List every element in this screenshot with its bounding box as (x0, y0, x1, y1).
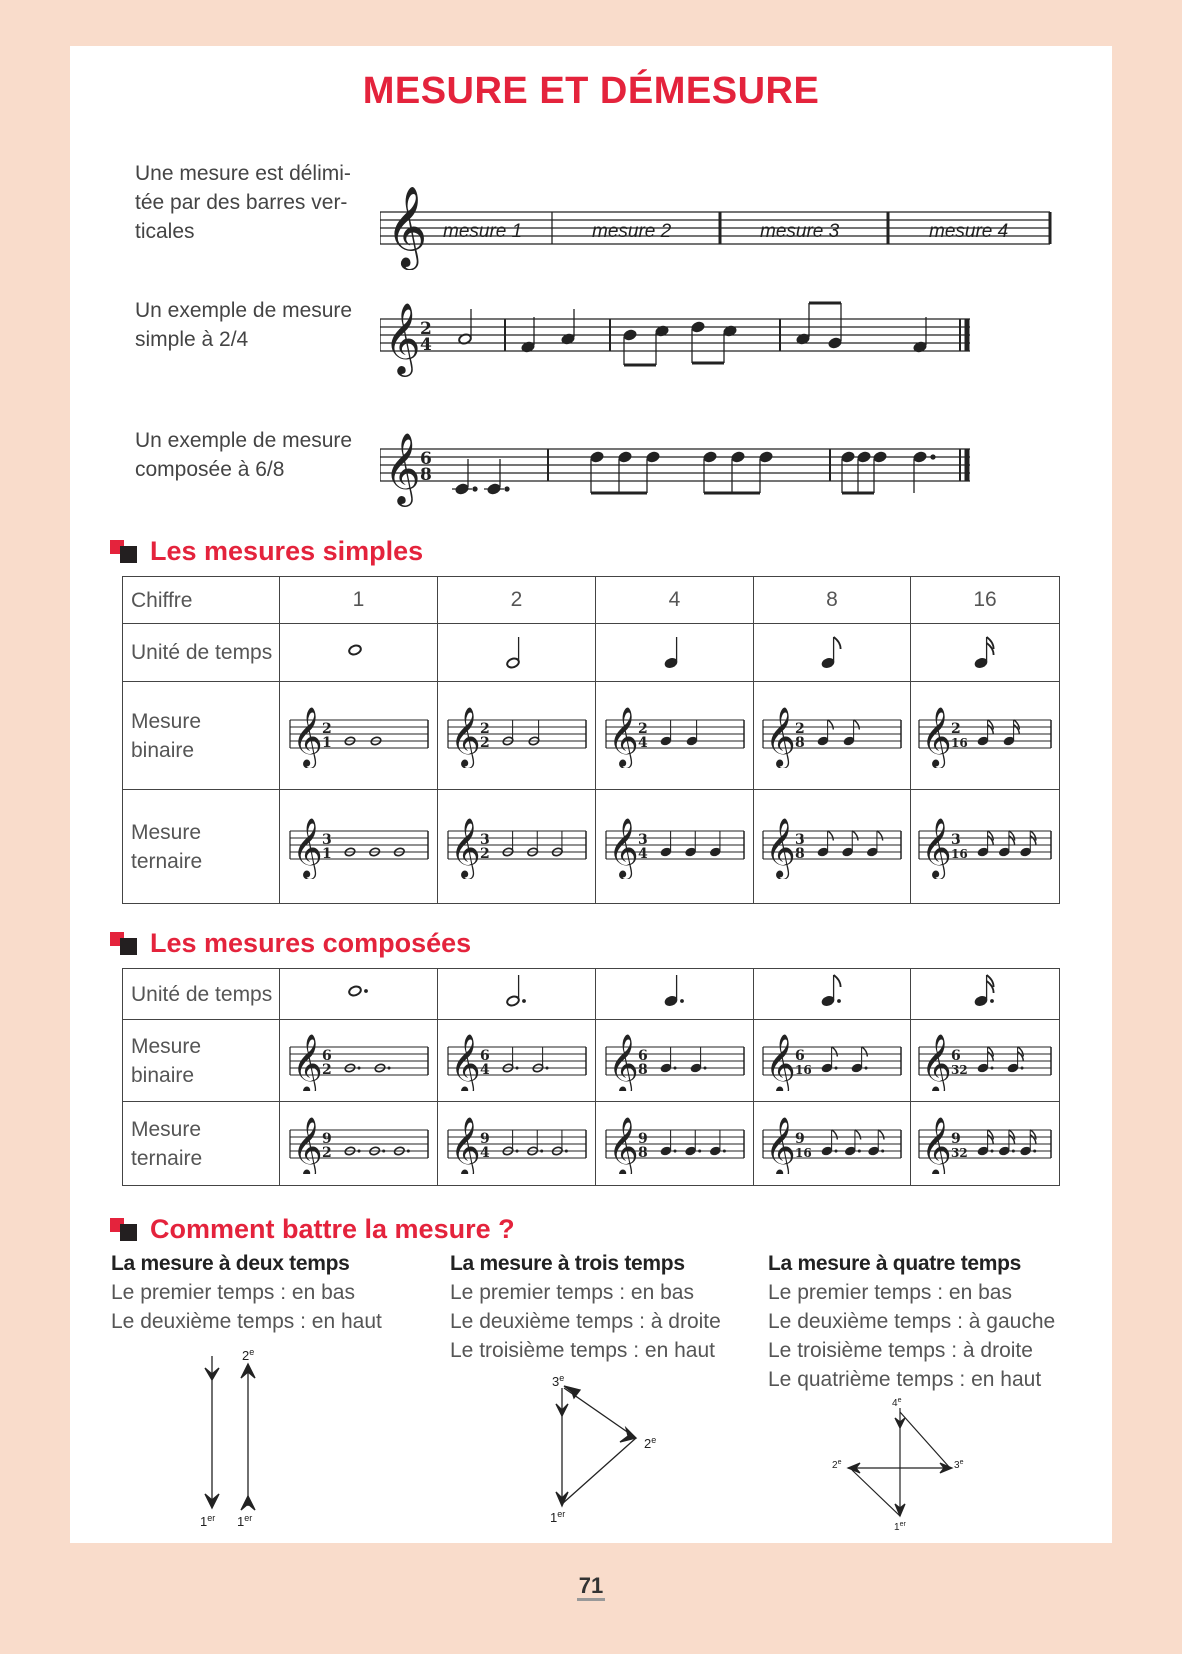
beat-line: Le deuxième temps : en haut (111, 1310, 382, 1333)
arrow-icon (564, 1386, 580, 1398)
time-signature-bottom: 16 (951, 735, 968, 750)
mini-staff (759, 1025, 905, 1091)
staff-cell (280, 790, 438, 904)
time-signature-top: 6 (637, 1047, 648, 1064)
time-signature-top: 6 (321, 1047, 332, 1064)
staff-cell (596, 1020, 754, 1102)
staff-cell (754, 1020, 911, 1102)
measure-label: mesure 1 (443, 221, 523, 242)
unit-cell (280, 624, 438, 682)
quarter-note (684, 830, 696, 856)
label-line: Mesure (131, 1034, 202, 1058)
time-signature-top: 9 (479, 1130, 490, 1147)
note-icon (955, 625, 1015, 675)
page-title: MESURE ET DÉMESURE (362, 70, 820, 112)
text-line: Un exemple de mesure (135, 429, 353, 452)
treble-clef-icon: 𝄞 (765, 817, 796, 878)
mini-staff (602, 1108, 748, 1174)
treble-clef-icon: 𝄞 (921, 1033, 952, 1091)
half-note (502, 830, 514, 856)
staff-simple-2-4 (380, 281, 1020, 401)
mini-staff (444, 1108, 590, 1174)
mini-staff (602, 1025, 748, 1091)
staff-cell (911, 1102, 1060, 1186)
row-label-chiffre: Chiffre (123, 577, 280, 624)
beat-label: 2e (644, 1435, 657, 1451)
treble-clef-icon: 𝄞 (921, 1116, 952, 1174)
mini-staff (444, 698, 590, 768)
page-number (0, 1573, 1182, 1599)
note-icon (645, 625, 705, 675)
simple-example-text (135, 296, 352, 354)
staff-cell (596, 1102, 754, 1186)
half-note (502, 719, 514, 745)
time-signature-bottom: 32 (951, 1145, 968, 1160)
treble-clef-icon: 𝄞 (607, 817, 639, 878)
time-signature-bottom: 1 (321, 734, 332, 751)
three-beat-diagram (540, 1376, 690, 1526)
time-signature-top: 6 (951, 1047, 961, 1064)
note-icon (329, 625, 389, 675)
unit-cell (754, 624, 911, 682)
measure-label: mesure 2 (592, 221, 672, 242)
eighth-note (821, 975, 841, 1007)
beat-line: Le deuxième temps : à gauche (768, 1310, 1056, 1333)
time-signature-top: 3 (795, 831, 805, 848)
staff-cell (911, 790, 1060, 904)
beat-line: Le troisième temps : en haut (450, 1339, 715, 1362)
time-signature-bottom: 8 (637, 1061, 648, 1078)
beat-label: 3e (552, 1376, 565, 1389)
quarter-note (709, 1129, 725, 1155)
eighth-note (817, 830, 833, 856)
time-signature-bottom: 1 (321, 845, 332, 862)
chiffre-cell: 4 (596, 577, 754, 624)
beat-label: 1er (237, 1513, 253, 1526)
mini-staff (286, 809, 432, 879)
treble-clef-icon: 𝄞 (607, 706, 639, 767)
eighth-note (842, 830, 858, 856)
half-note (505, 637, 519, 669)
chiffre-cell: 8 (754, 577, 911, 624)
treble-clef-icon: 𝄞 (607, 1116, 639, 1174)
time-signature-top: 2 (951, 720, 961, 737)
note-icon (645, 969, 705, 1013)
eighth-note (867, 830, 883, 856)
label-line: ternaire (131, 1146, 203, 1170)
section-title: Les mesures simples (150, 536, 424, 566)
eighth-note (845, 1129, 861, 1155)
section-heading-beat (110, 1214, 515, 1245)
sixteenth-note (999, 1129, 1015, 1155)
row-label-ternaire (123, 1102, 280, 1186)
text-line: simple à 2/4 (135, 328, 249, 351)
quarter-note (684, 1129, 700, 1155)
mini-staff (759, 698, 905, 768)
staff-cell (438, 1102, 596, 1186)
time-signature-top: 2 (321, 720, 332, 737)
quarter-note (686, 719, 698, 745)
time-signature-top: 6 (479, 1047, 490, 1064)
sixteenth-note (1007, 1046, 1023, 1072)
staff-cell (438, 790, 596, 904)
time-signature-bottom: 2 (321, 1144, 332, 1161)
sixteenth-note (977, 719, 993, 745)
sixteenth-note (977, 1046, 993, 1072)
time-signature: 6 (420, 449, 432, 469)
staff-cell (754, 790, 911, 904)
time-signature-bottom: 4 (637, 734, 648, 751)
eighth-note (843, 719, 859, 745)
note-icon (802, 625, 862, 675)
half-note (551, 1129, 567, 1155)
time-signature-top: 3 (321, 831, 332, 848)
sixteenth-note (1003, 719, 1019, 745)
note-icon (802, 969, 862, 1013)
mini-staff (286, 698, 432, 768)
bars-explanation (135, 159, 351, 246)
half-note (502, 1129, 518, 1155)
beat-label: 2e (832, 1459, 842, 1471)
mini-staff (915, 809, 1055, 879)
time-signature-bottom: 32 (951, 1062, 968, 1077)
note-icon (955, 969, 1015, 1013)
quarter-note (709, 830, 721, 856)
note-icon (487, 969, 547, 1013)
label-line: binaire (131, 1063, 195, 1087)
half-note (526, 1129, 542, 1155)
treble-clef-icon: 𝄞 (291, 1116, 323, 1174)
sixteenth-note (977, 830, 993, 856)
time-signature-bottom: 4 (637, 845, 648, 862)
beat-label: 1er (894, 1521, 906, 1533)
beat-line: Le premier temps : en bas (111, 1281, 355, 1304)
quarter-note (660, 1046, 676, 1072)
staff-cell (911, 1020, 1060, 1102)
staff-cell (911, 682, 1060, 790)
time-signature-bottom: 2 (479, 845, 490, 862)
treble-clef-icon: 𝄞 (291, 706, 323, 767)
staff-cell (438, 682, 596, 790)
whole-note (347, 644, 361, 656)
row-label-unite: Unité de temps (123, 624, 280, 682)
staff-cell (596, 790, 754, 904)
label-line: ternaire (131, 849, 203, 873)
treble-clef-icon: 𝄞 (449, 1116, 481, 1174)
compound-measures-table (122, 968, 1060, 1186)
unit-cell (596, 624, 754, 682)
time-signature-bottom: 8 (637, 1144, 648, 1161)
sixteenth-note (974, 975, 994, 1007)
time-signature: 8 (420, 465, 432, 485)
treble-clef-icon: 𝄞 (765, 1033, 796, 1091)
time-signature-bottom: 8 (795, 845, 805, 862)
text-line: tée par des barres ver- (135, 191, 348, 214)
treble-clef-icon: 𝄞 (291, 1033, 323, 1091)
label-line: Mesure (131, 820, 202, 844)
half-note (532, 1046, 548, 1072)
staff-cell (438, 1020, 596, 1102)
quarter-note (690, 1046, 706, 1072)
mini-staff (915, 1108, 1055, 1174)
sixteenth-note (999, 830, 1015, 856)
mini-staff (602, 698, 748, 768)
page (70, 46, 1112, 1543)
staff-compound-6-8 (380, 411, 1020, 531)
row-label-binaire (123, 1020, 280, 1102)
beat-four (768, 1249, 1055, 1394)
time-signature-top: 2 (795, 720, 805, 737)
beat-heading: La mesure à deux temps (111, 1252, 350, 1275)
staff-cell (596, 682, 754, 790)
four-beat-diagram (830, 1396, 980, 1536)
time-signature-bottom: 4 (479, 1144, 490, 1161)
unit-cell (438, 624, 596, 682)
staff-cell (280, 682, 438, 790)
treble-clef-icon: 𝄞 (765, 1116, 796, 1174)
sixteenth-note (1020, 830, 1036, 856)
treble-clef-icon: 𝄞 (386, 185, 428, 267)
chiffre-cell: 16 (911, 577, 1060, 624)
time-signature-top: 9 (637, 1130, 648, 1147)
staff-cell (280, 1020, 438, 1102)
section-title: Les mesures composées (150, 928, 472, 958)
eighth-note (868, 1129, 884, 1155)
section-heading-compound (110, 928, 471, 959)
bullet-icon (110, 540, 140, 564)
eighth-note (851, 1046, 867, 1072)
beat-line: Le troisième temps : à droite (768, 1339, 1033, 1362)
beat-line: Le premier temps : en bas (450, 1281, 694, 1304)
unit-cell (596, 969, 754, 1020)
eighth-note (821, 1046, 837, 1072)
section-heading-simple (110, 536, 423, 567)
whole-note (347, 985, 367, 997)
mini-staff (444, 1025, 590, 1091)
beat-heading: La mesure à trois temps (450, 1252, 685, 1275)
text-line: Une mesure est délimi- (135, 162, 351, 185)
half-note (551, 830, 563, 856)
treble-clef-icon: 𝄞 (921, 706, 952, 767)
treble-clef-icon: 𝄞 (921, 817, 952, 878)
bullet-icon (110, 1218, 140, 1242)
staff-cell (754, 1102, 911, 1186)
quarter-note (660, 830, 672, 856)
beat-label: 4e (892, 1397, 902, 1409)
beat-line: Le quatrième temps : en haut (768, 1368, 1042, 1391)
text-line: ticales (135, 220, 195, 243)
row-label-binaire (123, 682, 280, 790)
sixteenth-note (977, 1129, 993, 1155)
sixteenth-note (974, 637, 994, 669)
eighth-note (821, 1129, 837, 1155)
mini-staff (915, 1025, 1055, 1091)
quarter-note (660, 719, 672, 745)
beat-label: 3e (954, 1459, 964, 1471)
treble-clef-icon: 𝄞 (384, 301, 421, 374)
bullet-icon (110, 932, 140, 956)
text-line: composée à 6/8 (135, 458, 285, 481)
beat-three (450, 1249, 721, 1365)
quarter-note (663, 637, 677, 669)
time-signature-top: 9 (951, 1130, 961, 1147)
time-signature-top: 9 (795, 1130, 805, 1147)
row-label-ternaire (123, 790, 280, 904)
section-title: Comment battre la mesure ? (150, 1214, 515, 1244)
sixteenth-note (1020, 1129, 1036, 1155)
time-signature-top: 2 (479, 720, 490, 737)
staff-measures (380, 150, 1080, 270)
beat-two (111, 1249, 382, 1336)
label-line: binaire (131, 738, 195, 762)
treble-clef-icon: 𝄞 (449, 817, 481, 878)
mini-staff (286, 1025, 432, 1091)
treble-clef-icon: 𝄞 (449, 706, 481, 767)
time-signature-top: 9 (321, 1130, 332, 1147)
simple-measures-table (122, 576, 1060, 904)
row-label-unite: Unité de temps (123, 969, 280, 1020)
mini-staff (602, 809, 748, 879)
beat-line: Le deuxième temps : à droite (450, 1310, 721, 1333)
staff-cell (280, 1102, 438, 1186)
mini-staff (759, 1108, 905, 1174)
time-signature-bottom: 4 (479, 1061, 490, 1078)
treble-clef-icon: 𝄞 (607, 1033, 639, 1091)
beat-label: 2e (242, 1347, 255, 1363)
time-signature-top: 3 (637, 831, 648, 848)
unit-cell (911, 624, 1060, 682)
measure-label: mesure 4 (929, 221, 1009, 242)
beat-label: 1er (550, 1509, 566, 1525)
treble-clef-icon: 𝄞 (449, 1033, 481, 1091)
label-line: Mesure (131, 1117, 202, 1141)
treble-clef-icon: 𝄞 (384, 431, 421, 504)
arrow-icon (241, 1496, 255, 1510)
beat-line: Le premier temps : en bas (768, 1281, 1012, 1304)
beat-heading: La mesure à quatre temps (768, 1252, 1022, 1275)
time-signature-bottom: 8 (795, 734, 805, 751)
time-signature-top: 3 (479, 831, 490, 848)
note-icon (329, 969, 389, 1013)
two-beat-diagram (180, 1346, 300, 1526)
mini-staff (915, 698, 1055, 768)
unit-cell (280, 969, 438, 1020)
time-signature-bottom: 16 (951, 846, 968, 861)
mini-staff (286, 1108, 432, 1174)
time-signature-bottom: 16 (795, 1145, 812, 1160)
note-icon (487, 625, 547, 675)
chiffre-cell: 2 (438, 577, 596, 624)
time-signature-top: 6 (795, 1047, 805, 1064)
unit-cell (911, 969, 1060, 1020)
mini-staff (759, 809, 905, 879)
time-signature-top: 3 (951, 831, 961, 848)
mini-staff (444, 809, 590, 879)
half-note (526, 830, 538, 856)
compound-example-text (135, 426, 352, 484)
half-note (505, 975, 525, 1007)
eighth-note (821, 637, 841, 669)
half-note (502, 1046, 518, 1072)
chiffre-cell: 1 (280, 577, 438, 624)
treble-clef-icon: 𝄞 (765, 706, 796, 767)
text-line: Un exemple de mesure (135, 299, 353, 322)
half-note (528, 719, 540, 745)
eighth-note (817, 719, 833, 745)
time-signature-bottom: 16 (795, 1062, 812, 1077)
measure-label: mesure 3 (760, 221, 840, 242)
time-signature-bottom: 2 (479, 734, 490, 751)
quarter-note (660, 1129, 676, 1155)
time-signature: 4 (420, 335, 432, 355)
time-signature-bottom: 2 (321, 1061, 332, 1078)
page-number-text: 71 (577, 1573, 605, 1601)
unit-cell (754, 969, 911, 1020)
time-signature-top: 2 (637, 720, 648, 737)
beat-label: 1er (200, 1513, 216, 1526)
quarter-note (663, 975, 683, 1007)
label-line: Mesure (131, 709, 202, 733)
treble-clef-icon: 𝄞 (291, 817, 323, 878)
unit-cell (438, 969, 596, 1020)
time-signature: 2 (420, 319, 432, 339)
staff-cell (754, 682, 911, 790)
